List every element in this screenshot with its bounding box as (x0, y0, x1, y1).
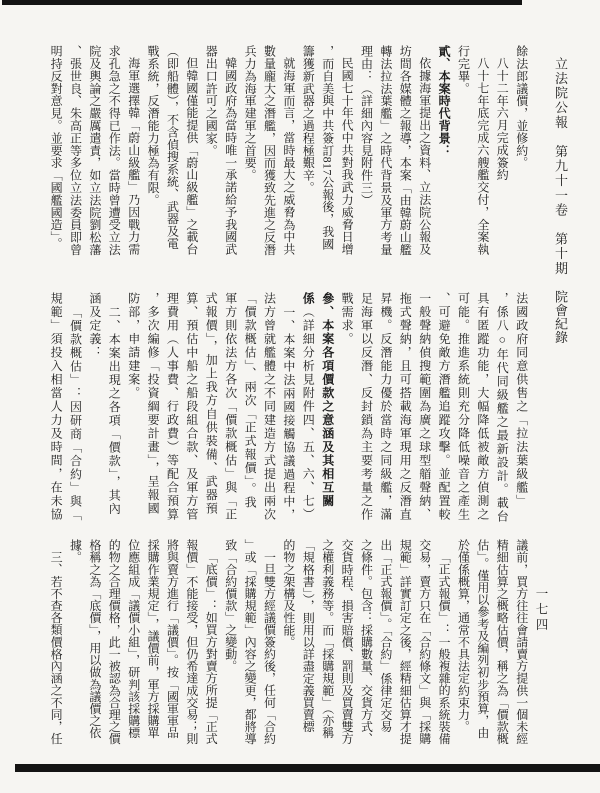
text-column: 理由：（詳細內容見附件三） (359, 45, 374, 207)
text-column: 格稱之為「底價」，用以做為議價之依 (87, 539, 102, 739)
text-column: 一旦雙方經議價簽約後，任何「合約 (262, 551, 277, 745)
text-column: 「底價」：如買方對賣方所提「正式 (204, 551, 219, 745)
text-column: 戰系統，反潛能力極為有限。 (146, 45, 161, 207)
text-column: 的物之架構及性能。 (281, 539, 296, 648)
text-column: 於僅係概算，通常不具法定約束力。 (456, 539, 471, 733)
text-column: 海軍選擇韓「蔚山級艦」乃因戰力需 (126, 57, 141, 256)
text-column: 算、預估中船之船段組合款、及軍方管 (184, 292, 199, 522)
text-column: 交易，賣方只在「合約條文」與「採購 (417, 539, 432, 745)
text-column: 致「合約價款」之變動。 (223, 539, 238, 673)
text-column: 法國政府同意供售之「拉法葉級艦」 (514, 292, 529, 508)
text-column: 據。 (68, 539, 83, 564)
text-column: 式報價」，加上我方自供裝備、武器預 (204, 292, 219, 516)
text-column: 三、若不查各類價格內涵之不同，任 (49, 551, 64, 745)
text-column: 可能。推進系統則充分降低噪音之產生 (456, 292, 471, 522)
text-column: 戰需求。 (340, 292, 355, 346)
text-column: ，多次編修「投資綱要計畫」，呈報國 (146, 292, 161, 516)
text-column: 器出口許可之國家。 (204, 45, 219, 157)
text-column: 法方曾就艦體之不同建造方式提出兩次 (262, 292, 277, 522)
text-column: 防部，申請建案。 (126, 292, 141, 400)
text-column: 一般聲納偵搜範圍為廣之球型艏聲納、 (417, 292, 432, 522)
text-column: 報價」不能接受，但仍希達成交易；則 (184, 539, 199, 745)
running-header-section: 院會紀錄 (553, 290, 568, 344)
text-column: 數量龐大之潛艦，因而獲致先進之反潛 (262, 45, 277, 256)
text-column: ，係八○年代同級艦之最新設計。載台 (495, 292, 510, 524)
text-column: 議前，買方往往會請賣方提供一個未經 (514, 539, 529, 745)
text-column: 八十二年六月完成簽約 (495, 57, 510, 182)
text-column: 餘法郎議價，並修約。 (514, 45, 529, 169)
text-column: 行完畢。 (456, 45, 471, 95)
running-header-title: 立法院公報 第九十一卷 第十期 (553, 57, 568, 276)
text-column: 求孔急之不得已作法。當時曾遭受立法 (107, 45, 122, 256)
text-column: （即船體），不含偵搜系統、武器及電 (165, 45, 180, 250)
text-column: 就海軍而言，當時最大之威脅為中共 (281, 57, 296, 256)
page-number: 一七四 (534, 587, 548, 634)
text-column: 之條件。包含：採購數量、交貨方式、 (359, 539, 374, 745)
text-column: 的物之合理價格，此一被認為合理之價 (107, 539, 122, 745)
text-column: 規範」須投入相當人力及時間，在未協 (49, 292, 64, 522)
text-column: 、可避免敵方潛艦追蹤攻擊。並配置較 (437, 292, 452, 522)
text-column: 轉法拉法葉艦」之時代背景及軍方考量 (378, 45, 393, 256)
text-column: 依據海軍提出之資料、立法院公報及 (417, 57, 432, 256)
section-heading-column: 參、本案各項價款之意涵及其相互關 (320, 292, 335, 508)
section-heading-column: 貳、本案時代背景： (437, 45, 452, 157)
text-column: 但韓國僅能提供「蔚山級艦」之載台 (184, 57, 199, 256)
text-column: 坊間各媒體之報導，本案「由韓蔚山艦 (398, 45, 413, 256)
text-column: 昇機。反潛能力優於當時之同級艦，滿 (378, 292, 393, 522)
text-column: 規範」詳實訂定之後，經精細估算才提 (398, 539, 413, 745)
text-column: 足海軍以反潛、反封鎖為主要考量之作 (359, 292, 374, 522)
scan-artifact-top (2, 0, 522, 5)
text-column: 「正式報價」：一般複雜的系統裝備 (437, 551, 452, 745)
text-column: 出「正式報價」。「合約」係律定交易 (378, 539, 393, 733)
text-column: 將與賣方進行「議價」。按「國軍軍品 (165, 539, 180, 739)
text-column: 位應組成「議價小組」，研判該採購標 (126, 539, 141, 739)
text-column: 院及輿論之嚴厲遣責，如立法院劉松藩 (87, 45, 102, 256)
text-column: 涵及定義： (87, 292, 102, 360)
text-column: 、張世良、朱高正等多位立法委員即曾 (68, 45, 83, 256)
text-column: 「規格書」），則用以詳盡定義買賣標 (301, 539, 316, 733)
text-column: ，而自美與中共簽訂817公報後，我國 (320, 45, 335, 251)
text-column: 理費用（人事費、行政費）等配合預算 (165, 292, 180, 522)
text-column: 「價款概估」：因研商「合約」與「 (68, 305, 83, 522)
text-column: 採購作業規定」，議價前，軍方採購單 (146, 539, 161, 739)
text-column: 拖式聲納，且可搭載海軍現用之反潛直 (398, 292, 413, 522)
text-column: 籌獲新武器之過程極艱辛。 (301, 45, 316, 194)
text-column: 「價款概估」、兩次「正式報價」。我 (243, 292, 258, 510)
text-column: 」或「採購規範」內容之變更，都將導 (243, 539, 258, 745)
text-column: 八十七年底完成六艘艦交付，全案執 (475, 57, 490, 256)
text-column: 交貨時程、損害賠償、罰則及買賣雙方 (340, 539, 355, 745)
text-column: 估」。僅用以參考及編列初步預算，由 (475, 539, 490, 739)
text-column: 精細估算之概略估價，稱之為「價款概 (495, 539, 510, 745)
text-column: 具有匿蹤功能，大幅降低被敵方偵測之 (475, 292, 490, 522)
scan-artifact-bottom (15, 764, 600, 772)
text-column: 二、本案出現之各項「價款」，其內 (107, 305, 122, 516)
text-column: 軍方則依法方各次「價款概估」與「正 (223, 292, 238, 522)
text-column: 之權利義務等。而「採購規範」（亦稱 (320, 539, 335, 739)
text-column: 民國七十年代中共對我武力威脅日增 (340, 57, 355, 256)
text-column: 兵力為海軍建軍之首要。 (243, 45, 258, 182)
text-column: 一、本案中法兩國接觸協議過程中， (281, 305, 296, 522)
text-column: 韓國政府為當時唯一承諾給予我國武 (223, 57, 238, 256)
section-heading-column: 係（詳細分析見附件四、五、六、七） (301, 292, 316, 522)
text-column: 明持反對意見。並要求「國艦國造」。 (49, 45, 64, 250)
